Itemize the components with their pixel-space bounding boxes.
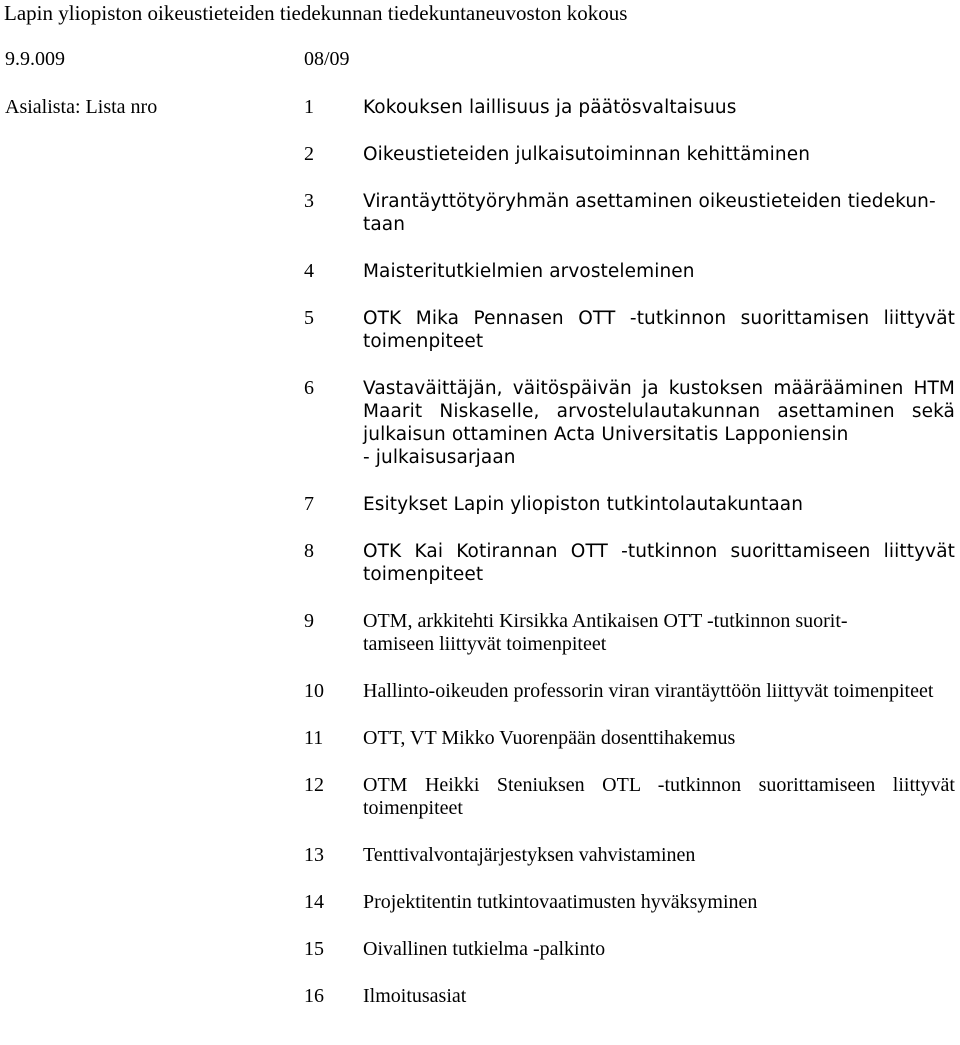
agenda-item [0, 493, 955, 516]
agenda-item-number: 8 [304, 540, 314, 562]
meeting-date: 9.9.009 [5, 48, 65, 70]
agenda-item [0, 307, 955, 353]
agenda-item-number: 9 [304, 610, 314, 632]
agenda-item-text: OTT, VT Mikko Vuorenpään dosenttihakemus [363, 727, 736, 749]
agenda-item-text: OTM, arkkitehti Kirsikka Antikaisen OTT -tutkinnon suorit- tamiseen liittyvät toimenpiteet [363, 610, 848, 655]
agenda-item [0, 891, 955, 914]
agenda-item-text: OTK Mika Pennasen OTT -tutkinnon suorittamisen liittyvät toimenpiteet [363, 308, 955, 352]
agenda-item-text: Oivallinen tutkielma -palkinto [363, 938, 606, 960]
agenda-item-text: Projektitentin tutkintovaatimusten hyväksyminen [363, 891, 758, 913]
agenda-item-number: 6 [304, 377, 314, 399]
agenda-item-text: Kokouksen laillisuus ja päätösvaltaisuus [363, 97, 737, 118]
agenda-item [0, 985, 955, 1008]
agenda-item-text: Tenttivalvontajärjestyksen vahvistaminen [363, 844, 696, 866]
agenda-item-text: Esitykset Lapin yliopiston tutkintolautakuntaan [363, 494, 804, 515]
agenda-item-number: 7 [304, 493, 314, 515]
agenda-item-text: Maisteritutkielmien arvosteleminen [363, 261, 695, 282]
agenda-item-number: 13 [304, 844, 324, 866]
agenda-item-number: 15 [304, 938, 324, 960]
agenda-item [0, 377, 955, 469]
agenda-label: Asialista: Lista nro [5, 96, 158, 118]
agenda-item-number: 10 [304, 680, 324, 702]
meeting-number: 08/09 [304, 48, 350, 70]
agenda-item-text: Ilmoitusasiat [363, 985, 467, 1007]
agenda-item-number: 16 [304, 985, 324, 1007]
agenda-item-number: 11 [304, 727, 324, 749]
agenda-item [0, 727, 955, 750]
agenda-item [0, 260, 955, 283]
agenda-item-number: 2 [304, 143, 314, 165]
agenda-item-text: Vastaväittäjän, väitöspäivän ja kustoksen määrääminen HTM Maarit Niskaselle, arvostelulautakunnan asettaminen sekä julkaisun ottaminen Acta Universitatis Lapponiensin - julkaisusarjaan [363, 378, 955, 468]
agenda-item [0, 680, 955, 703]
agenda-item-number: 1 [304, 96, 314, 118]
agenda-item-text: OTK Kai Kotirannan OTT -tutkinnon suorittamiseen liittyvät toimenpiteet [363, 541, 955, 585]
agenda-item [0, 143, 955, 166]
agenda-item-text: Oikeustieteiden julkaisutoiminnan kehittäminen [363, 144, 811, 165]
agenda-item-number: 12 [304, 774, 324, 796]
agenda-item [0, 190, 955, 236]
agenda-item [0, 610, 955, 656]
agenda-item [0, 844, 955, 867]
agenda-item [0, 774, 955, 820]
agenda-item-number: 14 [304, 891, 324, 913]
agenda-item-number: 4 [304, 260, 314, 282]
agenda-item [0, 96, 955, 119]
agenda-item-number: 3 [304, 190, 314, 212]
agenda-item-text: OTM Heikki Steniuksen OTL -tutkinnon suorittamiseen liittyvät toimenpiteet [363, 774, 955, 819]
agenda-item [0, 540, 955, 586]
agenda-item-text: Hallinto-oikeuden professorin viran virantäyttöön liittyvät toimenpiteet [363, 680, 934, 702]
agenda-list [0, 96, 960, 1032]
agenda-item-number: 5 [304, 307, 314, 329]
agenda-item-text: Virantäyttötyöryhmän asettaminen oikeustieteiden tiedekun- taan [363, 191, 936, 235]
document-title: Lapin yliopiston oikeustieteiden tiedekunnan tiedekuntaneuvoston kokous [4, 1, 628, 25]
agenda-item [0, 938, 955, 961]
